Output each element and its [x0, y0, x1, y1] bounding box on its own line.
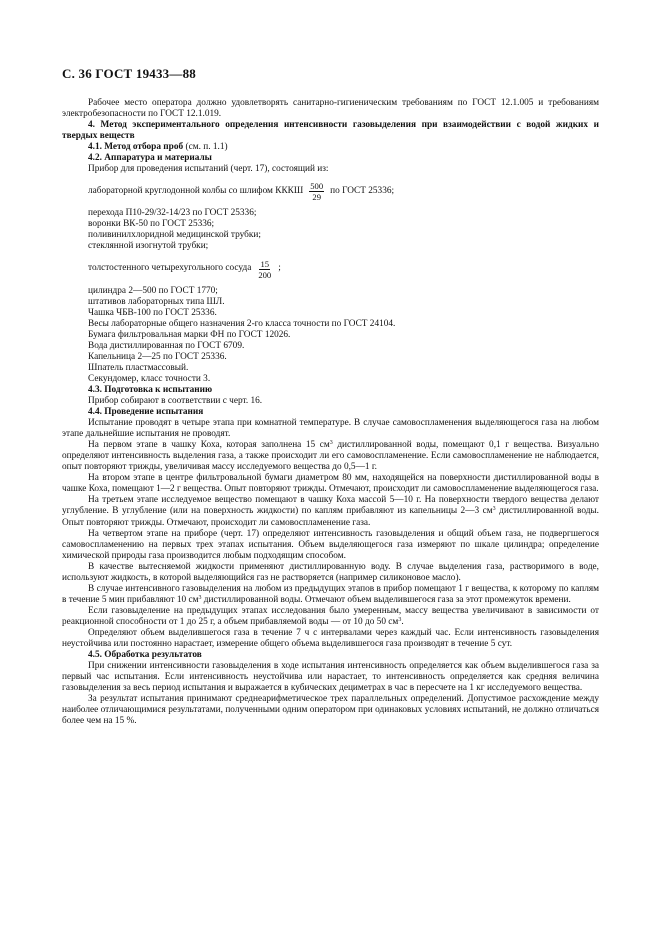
paragraph-4-4-4: На третьем этапе исследуемое вещество помещают в чашку Коха массой 5—10 г. На поверхности твердого вещества делают углубление. В углубление (или на поверхность жидкости) по каплям прибавляют из капельницы 2—3 $см^3$ дистиллированной воды. Опыт повторяют трижды. Отмечают, происходит ли самовоспламенение газа. [62, 495, 599, 528]
section-4-heading: 4. Метод экспериментального определения интенсивности газовыделения при взаимодействии с водой жидких и твердых веществ [62, 120, 599, 142]
section-4-4-heading: 4.4. Проведение испытания [88, 407, 204, 418]
vessel-fraction [257, 259, 272, 280]
superscript: 3 [398, 616, 402, 623]
section-4-3-heading: 4.3. Подготовка к испытанию [88, 384, 213, 395]
flask-fraction [309, 181, 324, 202]
paragraph-4-5-1: При снижении интенсивности газовыделения в ходе испытания интенсивность определяется как объем выделившегося газа за первый час испытания. Если интенсивность неустойчива или нарастает, то интенсивность определяется как средняя величина газовыделения за весь период испытания и выражается в кубических дециметрах в час в пересчете на 1 кг исследуемого вещества. [62, 661, 599, 694]
section-4-1 [62, 142, 599, 153]
paragraph-4-4-6: В качестве вытесняемой жидкости применяют дистиллированную воду. В случае выделения газа, растворимого в воде, используют жидкость, в которой выделяющийся газ не растворяется (например силиконовое масло). [62, 561, 599, 583]
paragraph-4-4-7: В случае интенсивного газовыделения на любом из предыдущих этапов в прибор помещают 1 г вещества, к которому по каплям в течение 5 мин прибавляют 10 $см^3$ дистиллированной воды. Отмечают объем выделившегося газа за этот промежуток времени. [62, 583, 599, 605]
list-item: Весы лабораторные общего назначения 2-го класса точности по ГОСТ 24104. [88, 318, 396, 329]
list-item: перехода П10-29/32-14/23 по ГОСТ 25336; [88, 208, 257, 219]
paragraph-4-4-9: Определяют объем выделившегося газа в течение 7 ч с интервалами через каждый час. Если интенсивность газовыделения неустойчива или постоянно нарастает, измерение общего объема выделившегося газа производят в течение 5 сут. [62, 627, 599, 650]
list-item: воронки ВК-50 по ГОСТ 25336; [88, 219, 215, 230]
list-item: Бумага фильтровальная марки ФН по ГОСТ 12026. [88, 329, 291, 340]
vessel-end: ; [278, 263, 281, 274]
paragraph-4-4-5: На четвертом этапе на приборе (черт. 17) определяют интенсивность газовыделения и общий объем газа, не подвергшегося самовоспламенению на первых трех этапах испытания. Объем выделяющегося газа измеряют по шкале цилиндра; определение химической природы газа производится любым подходящим способом. [62, 528, 599, 561]
section-4-2-heading: 4.2. Аппаратура и материалы [88, 153, 212, 164]
list-item: Секундомер, класс точности 3. [88, 373, 211, 384]
superscript: 3 [492, 506, 496, 513]
page-header: С. 36 ГОСТ 19433—88 [62, 66, 196, 81]
flask-denominator: 29 [312, 192, 321, 203]
list-item: Чашка ЧБВ-100 по ГОСТ 25336. [88, 307, 217, 318]
paragraph-operator: Рабочее место оператора должно удовлетворять санитарно-гигиеническим требованиям по ГОСТ 12.1.005 и требованиям электробезопасности по ГОСТ 12.1.019. [62, 98, 599, 120]
section-4-5-heading: 4.5. Обработка результатов [88, 650, 202, 661]
paragraph-4-5-2: За результат испытания принимают среднеарифметическое трех параллельных определений. Допустимое расхождение между наиболее отличающимися результатами, полученными одним оператором при одинаковых условиях испытаний, не должно отличаться более чем на 15 %. [62, 694, 599, 727]
flask-numerator: 500 [310, 181, 324, 192]
flask-line [62, 181, 599, 202]
list-item: Капельница 2—25 по ГОСТ 25336. [88, 351, 227, 362]
document-body [62, 98, 599, 727]
paragraph-4-3: Прибор собирают в соответствии с черт. 16. [88, 395, 263, 406]
paragraph-4-4-8: Если газовыделение на предыдущих этапах исследования было умеренным, массу вещества увеличивают в зависимости от реакционной способности от 1 до 25 г, а объем прибавляемой воды — от 10 до 50 $см^3$. [62, 605, 599, 627]
vessel-numerator: 15 [260, 258, 270, 269]
list-item: Вода дистиллированная по ГОСТ 6709. [88, 340, 245, 351]
section-4-1-heading: 4.1. Метод отбора проб [88, 142, 184, 153]
list-item: поливинилхлоридной медицинской трубки; [88, 230, 261, 241]
superscript: 3 [198, 594, 202, 601]
list-item: Шпатель пластмассовый. [88, 362, 189, 373]
flask-text: лабораторной круглодонной колбы со шлифом КККШ [88, 186, 304, 197]
paragraph-device: Прибор для проведения испытаний (черт. 17), состоящий из: [88, 164, 329, 175]
paragraph-4-4-2: На первом этапе в чашку Коха, которая заполнена 15 $см^3$ дистиллированной воды, помещают 0,1 г вещества. Визуально определяют интенсивность выделения газа, а также происходит ли его самовоспламенение. Если самовоспламенение не наблюдается, опыт повторяют трижды, увеличивая массу исследуемого вещества до 0,5—1 г. [62, 440, 599, 473]
list-item: цилиндра 2—500 по ГОСТ 1770; [88, 285, 218, 296]
list-item: стеклянной изогнутой трубки; [88, 241, 209, 252]
paragraph-4-4-1: Испытание проводят в четыре этапа при комнатной температуре. В случае самовоспламенения выделяющегося газа на любом этапе дальнейшие испытания не проводят. [62, 418, 599, 440]
vessel-text: толстостенного четырехугольного сосуда [88, 263, 252, 274]
vessel-denominator: 200 [258, 269, 272, 280]
vessel-line [62, 259, 599, 280]
flask-standard: по ГОСТ 25336; [330, 186, 395, 197]
section-4-1-ref: (см. п. 1.1) [185, 142, 228, 153]
superscript: 3 [329, 440, 333, 447]
paragraph-4-4-3: На втором этапе в центре фильтровальной бумаги диаметром 80 мм, находящейся на поверхности дистиллированной воды в чашке Коха, помещают 1—2 г вещества. Опыт повторяют трижды. Отмечают, происходит ли самовоспламенение выделяющегося газа. [62, 473, 599, 495]
list-item: штативов лабораторных типа ШЛ. [88, 296, 225, 307]
